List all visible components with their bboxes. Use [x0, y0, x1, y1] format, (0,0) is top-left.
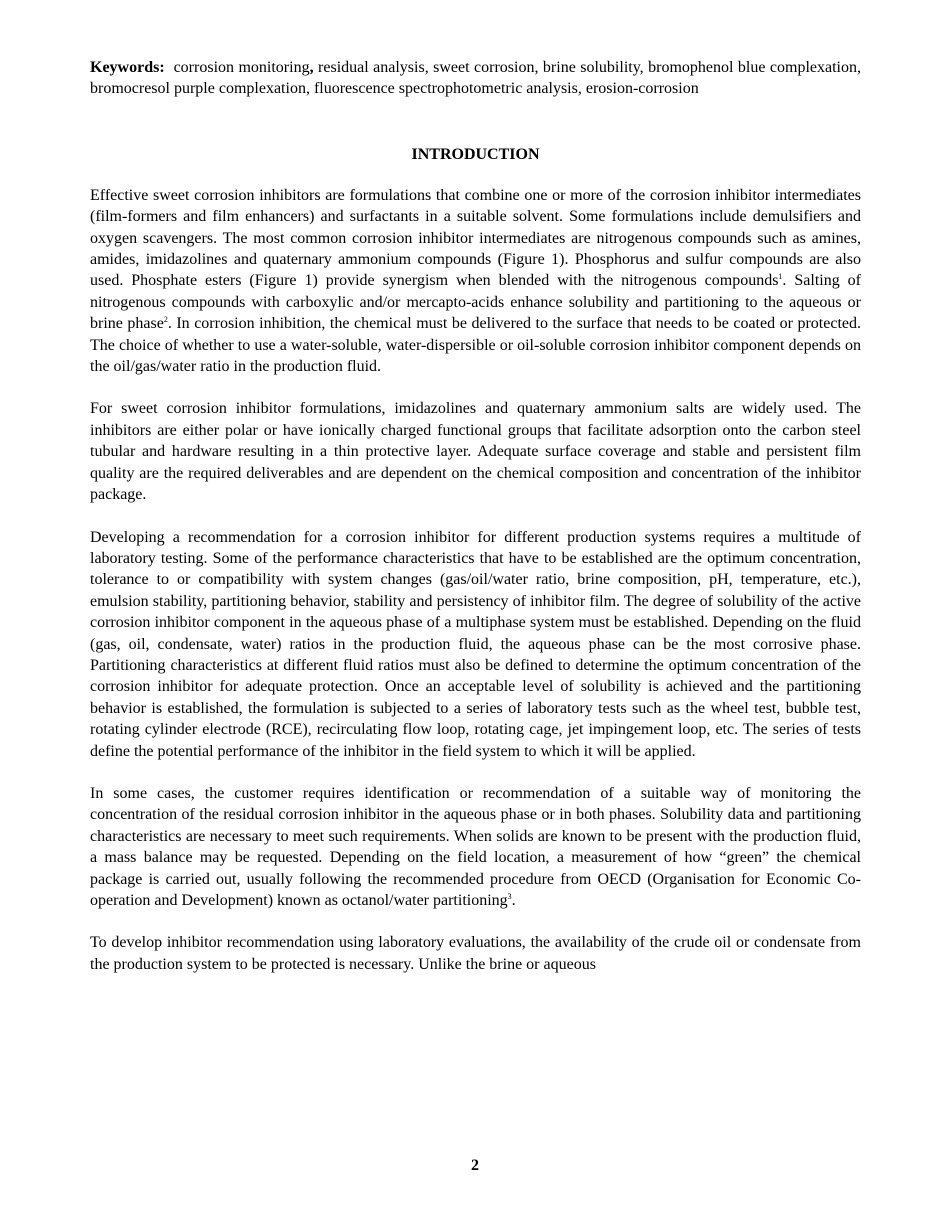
intro-paragraph-4: [90, 783, 861, 911]
reference-3: 3: [507, 892, 512, 901]
reference-1: 1: [778, 272, 783, 282]
paragraph-text: .: [511, 892, 516, 909]
keywords-text-rest: residual analysis, sweet corrosion, brine solubility, bromophenol blue complexation, bromocresol purple complexation, fluorescence spectrophotometric analysis, erosion-corrosion: [90, 59, 861, 98]
intro-paragraph-3: Developing a recommendation for a corrosion inhibitor for different production systems requires a multitude of laboratory testing. Some of the performance characteristics that have to be established are the optimum concentration, tolerance to or compatibility with system changes (gas/oil/water ratio, brine composition, pH, temperature, etc.), emulsion stability, partitioning behavior, stability and persistency of inhibitor film. The degree of solubility of the active corrosion inhibitor component in the aqueous phase of a multiphase system must be established. Depending on the fluid (gas, oil, condensate, water) ratios in the production fluid, the aqueous phase can be the most corrosive phase. Partitioning characteristics at different fluid ratios must also be defined to determine the optimum concentration of the corrosion inhibitor for adequate protection. Once an acceptable level of solubility is achieved and the partitioning behavior is established, the formulation is subjected to a series of laboratory tests such as the wheel test, bubble test, rotating cylinder electrode (RCE), recirculating flow loop, rotating cage, jet impingement loop, etc. The series of tests define the potential performance of the inhibitor in the field system to which it will be applied.: [90, 528, 861, 760]
keywords-paragraph: [90, 57, 861, 100]
section-heading: INTRODUCTION: [411, 145, 540, 163]
intro-paragraph-2: For sweet corrosion inhibitor formulations, imidazolines and quaternary ammonium salts are widely used. The inhibitors are either polar or have ionically charged functional groups that facilitate adsorption onto the carbon steel tubular and hardware resulting in a thin protective layer. Adequate surface coverage and stable and persistent film quality are the required deliverables and are dependent on the chemical composition and concentration of the inhibitor package.: [90, 400, 861, 504]
intro-paragraph-5: To develop inhibitor recommendation using laboratory evaluations, the availability of the crude oil or condensate from the production system to be protected is necessary. Unlike the brine or aqueous: [90, 934, 861, 973]
paragraph-text: Effective sweet corrosion inhibitors are formulations that combine one or more of the corrosion inhibitor intermediates (film-formers and film enhancers) and surfactants in a suitable solvent. Some formulations include demulsifiers and oxygen scavengers. The most common corrosion inhibitor intermediates are nitrogenous compounds such as amines, amides, imidazolines and quaternary ammonium compounds (Figure 1). Phosphorus and sulfur compounds are also used. Phosphate esters (Figure 1) provide synergism when blended with the nitrogenous compounds: [90, 186, 861, 290]
keywords-comma: ,: [309, 59, 314, 76]
paragraph-text: . Salting of nitrogenous compounds with carboxylic and/or mercapto-acids enhance solubility and partitioning to the aqueous or brine phase: [90, 272, 861, 333]
intro-paragraph-1: [90, 185, 861, 378]
reference-2: 2: [163, 315, 168, 325]
paragraph-text: . In corrosion inhibition, the chemical must be delivered to the surface that needs to be coated or protected. The choice of whether to use a water-soluble, water-dispersible or oil-soluble corrosion inhibitor component depends on the oil/gas/water ratio in the production fluid.: [90, 315, 861, 376]
keywords-label: Keywords:: [90, 59, 165, 76]
keywords-text-first: corrosion monitoring: [173, 59, 310, 76]
paragraph-text: In some cases, the customer requires identification or recommendation of a suitable way of monitoring the concentration of the residual corrosion inhibitor in the aqueous phase or in both phases. Solubility data and partitioning characteristics are necessary to meet such requirements. When solids are known to be present with the production fluid, a mass balance may be requested. Depending on the field location, a measurement of how “green” the chemical package is carried out, usually following the recommended procedure from OECD (Organisation for Economic Co-operation and Development) known as octanol/water partitioning: [90, 784, 861, 909]
page-body: [90, 57, 861, 996]
page-number: 2: [471, 1157, 479, 1174]
